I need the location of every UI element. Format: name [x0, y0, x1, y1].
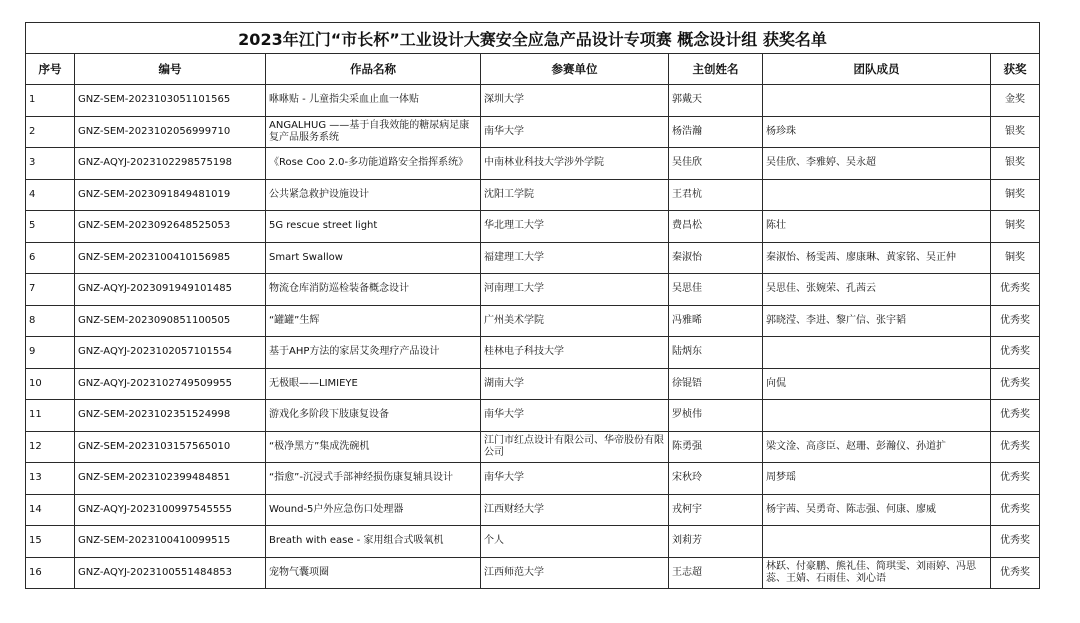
- cell-code: GNZ-SEM-2023103051101565: [75, 85, 266, 117]
- header-row: [26, 54, 1040, 85]
- cell-lead: 徐锟铻: [669, 368, 763, 400]
- cell-team: [763, 400, 991, 432]
- cell-unit: 沈阳工学院: [481, 179, 669, 211]
- cell-team: 秦淑怡、杨雯茜、廖康琳、黄家铭、吴正仲: [763, 242, 991, 274]
- cell-lead: 陈勇强: [669, 431, 763, 463]
- cell-award: 优秀奖: [991, 337, 1040, 369]
- cell-unit: 江西财经大学: [481, 494, 669, 526]
- cell-award: 铜奖: [991, 242, 1040, 274]
- cell-work: 基于AHP方法的家居艾灸理疗产品设计: [266, 337, 481, 369]
- award-list-sheet: [25, 22, 1040, 589]
- cell-unit: 桂林电子科技大学: [481, 337, 669, 369]
- cell-no: 14: [26, 494, 75, 526]
- cell-code: GNZ-AQYJ-2023091949101485: [75, 274, 266, 306]
- table-row: [26, 211, 1040, 243]
- cell-team: [763, 85, 991, 117]
- cell-team: 向侃: [763, 368, 991, 400]
- table-row: [26, 463, 1040, 495]
- table-row: [26, 400, 1040, 432]
- cell-work: “罐罐”生辉: [266, 305, 481, 337]
- cell-no: 10: [26, 368, 75, 400]
- cell-award: 银奖: [991, 116, 1040, 148]
- header-lead: 主创姓名: [669, 54, 763, 85]
- table-row: [26, 431, 1040, 463]
- header-team: 团队成员: [763, 54, 991, 85]
- cell-code: GNZ-SEM-2023102056999710: [75, 116, 266, 148]
- cell-unit: 河南理工大学: [481, 274, 669, 306]
- cell-code: GNZ-SEM-2023100410156985: [75, 242, 266, 274]
- cell-no: 5: [26, 211, 75, 243]
- cell-lead: 王志超: [669, 557, 763, 589]
- cell-award: 优秀奖: [991, 463, 1040, 495]
- cell-team: [763, 179, 991, 211]
- cell-award: 铜奖: [991, 211, 1040, 243]
- cell-no: 13: [26, 463, 75, 495]
- cell-lead: 郭戴天: [669, 85, 763, 117]
- cell-award: 优秀奖: [991, 368, 1040, 400]
- cell-work: 宠物气囊项圈: [266, 557, 481, 589]
- table-row: [26, 305, 1040, 337]
- cell-work: 无极眼——LIMIEYE: [266, 368, 481, 400]
- table-row: [26, 274, 1040, 306]
- cell-lead: 陆炳东: [669, 337, 763, 369]
- cell-team: 周梦瑶: [763, 463, 991, 495]
- cell-award: 铜奖: [991, 179, 1040, 211]
- cell-code: GNZ-SEM-2023091849481019: [75, 179, 266, 211]
- cell-team: 吴思佳、张婉荣、孔茜云: [763, 274, 991, 306]
- cell-no: 11: [26, 400, 75, 432]
- cell-code: GNZ-AQYJ-2023100551484853: [75, 557, 266, 589]
- cell-unit: 江门市红点设计有限公司、华帝股份有限公司: [481, 431, 669, 463]
- cell-no: 3: [26, 148, 75, 180]
- cell-lead: 冯雅晞: [669, 305, 763, 337]
- cell-unit: 华北理工大学: [481, 211, 669, 243]
- cell-no: 1: [26, 85, 75, 117]
- cell-work: “指愈”-沉浸式手部神经损伤康复辅具设计: [266, 463, 481, 495]
- cell-team: 郭晓滢、李进、黎广信、张宇韬: [763, 305, 991, 337]
- cell-unit: 中南林业科技大学涉外学院: [481, 148, 669, 180]
- cell-unit: 广州美术学院: [481, 305, 669, 337]
- cell-lead: 吴思佳: [669, 274, 763, 306]
- cell-code: GNZ-AQYJ-2023102749509955: [75, 368, 266, 400]
- table-row: [26, 85, 1040, 117]
- table-row: [26, 242, 1040, 274]
- cell-no: 15: [26, 526, 75, 558]
- table-row: [26, 337, 1040, 369]
- cell-work: “极净黑方”集成洗碗机: [266, 431, 481, 463]
- table-row: [26, 494, 1040, 526]
- cell-team: [763, 337, 991, 369]
- header-code: 编号: [75, 54, 266, 85]
- cell-work: ANGALHUG ——基于自我效能的糖尿病足康复产品服务系统: [266, 116, 481, 148]
- cell-work: 游戏化多阶段下肢康复设备: [266, 400, 481, 432]
- cell-award: 银奖: [991, 148, 1040, 180]
- cell-unit: 福建理工大学: [481, 242, 669, 274]
- cell-unit: 江西师范大学: [481, 557, 669, 589]
- cell-unit: 南华大学: [481, 116, 669, 148]
- cell-lead: 杨浩瀚: [669, 116, 763, 148]
- cell-award: 优秀奖: [991, 557, 1040, 589]
- table-row: [26, 526, 1040, 558]
- cell-work: 5G rescue street light: [266, 211, 481, 243]
- cell-lead: 吴佳欣: [669, 148, 763, 180]
- cell-award: 优秀奖: [991, 400, 1040, 432]
- cell-team: 吴佳欣、李雅婷、吴永超: [763, 148, 991, 180]
- cell-award: 金奖: [991, 85, 1040, 117]
- header-award: 获奖: [991, 54, 1040, 85]
- cell-code: GNZ-AQYJ-2023100997545555: [75, 494, 266, 526]
- cell-lead: 罗桢伟: [669, 400, 763, 432]
- table-row: [26, 179, 1040, 211]
- cell-unit: 南华大学: [481, 463, 669, 495]
- cell-no: 4: [26, 179, 75, 211]
- cell-lead: 王君杭: [669, 179, 763, 211]
- award-table: [25, 22, 1040, 589]
- cell-work: Smart Swallow: [266, 242, 481, 274]
- cell-lead: 秦淑怡: [669, 242, 763, 274]
- cell-team: 杨珍珠: [763, 116, 991, 148]
- cell-work: Breath with ease - 家用组合式吸氧机: [266, 526, 481, 558]
- table-row: [26, 148, 1040, 180]
- header-no: 序号: [26, 54, 75, 85]
- cell-award: 优秀奖: [991, 305, 1040, 337]
- table-row: [26, 557, 1040, 589]
- cell-code: GNZ-SEM-2023103157565010: [75, 431, 266, 463]
- cell-no: 12: [26, 431, 75, 463]
- title-row: [26, 23, 1040, 54]
- cell-no: 2: [26, 116, 75, 148]
- cell-unit: 湖南大学: [481, 368, 669, 400]
- cell-no: 6: [26, 242, 75, 274]
- cell-code: GNZ-AQYJ-2023102298575198: [75, 148, 266, 180]
- cell-award: 优秀奖: [991, 274, 1040, 306]
- cell-team: 梁文淦、高彦臣、赵珊、彭瀚仪、孙道扩: [763, 431, 991, 463]
- cell-team: 陈壮: [763, 211, 991, 243]
- cell-lead: 刘莉芳: [669, 526, 763, 558]
- cell-code: GNZ-SEM-2023090851100505: [75, 305, 266, 337]
- header-unit: 参赛单位: [481, 54, 669, 85]
- cell-code: GNZ-SEM-2023102399484851: [75, 463, 266, 495]
- cell-no: 7: [26, 274, 75, 306]
- cell-lead: 戎柯宇: [669, 494, 763, 526]
- table-row: [26, 116, 1040, 148]
- cell-code: GNZ-SEM-2023102351524998: [75, 400, 266, 432]
- cell-team: 杨宇茜、吴勇奇、陈志强、何康、廖威: [763, 494, 991, 526]
- cell-unit: 深圳大学: [481, 85, 669, 117]
- cell-work: Wound-5户外应急伤口处理器: [266, 494, 481, 526]
- cell-work: 咻咻贴 - 儿童指尖采血止血一体贴: [266, 85, 481, 117]
- cell-award: 优秀奖: [991, 431, 1040, 463]
- header-work: 作品名称: [266, 54, 481, 85]
- cell-team: [763, 526, 991, 558]
- cell-lead: 费昌松: [669, 211, 763, 243]
- cell-work: 物流仓库消防巡检装备概念设计: [266, 274, 481, 306]
- cell-lead: 宋秋玲: [669, 463, 763, 495]
- cell-award: 优秀奖: [991, 526, 1040, 558]
- cell-unit: 个人: [481, 526, 669, 558]
- cell-code: GNZ-AQYJ-2023102057101554: [75, 337, 266, 369]
- cell-no: 9: [26, 337, 75, 369]
- document-title: 2023年江门“市长杯”工业设计大赛安全应急产品设计专项赛 概念设计组 获奖名单: [26, 23, 1040, 54]
- cell-work: 公共紧急救护设施设计: [266, 179, 481, 211]
- table-row: [26, 368, 1040, 400]
- cell-code: GNZ-SEM-2023092648525053: [75, 211, 266, 243]
- cell-no: 16: [26, 557, 75, 589]
- cell-team: 林跃、付豪鹏、熊礼佳、简琪雯、刘雨婷、冯思蕊、王婧、石雨佳、刘心语: [763, 557, 991, 589]
- cell-work: 《Rose Coo 2.0-多功能道路安全指挥系统》: [266, 148, 481, 180]
- cell-unit: 南华大学: [481, 400, 669, 432]
- cell-no: 8: [26, 305, 75, 337]
- cell-code: GNZ-SEM-2023100410099515: [75, 526, 266, 558]
- cell-award: 优秀奖: [991, 494, 1040, 526]
